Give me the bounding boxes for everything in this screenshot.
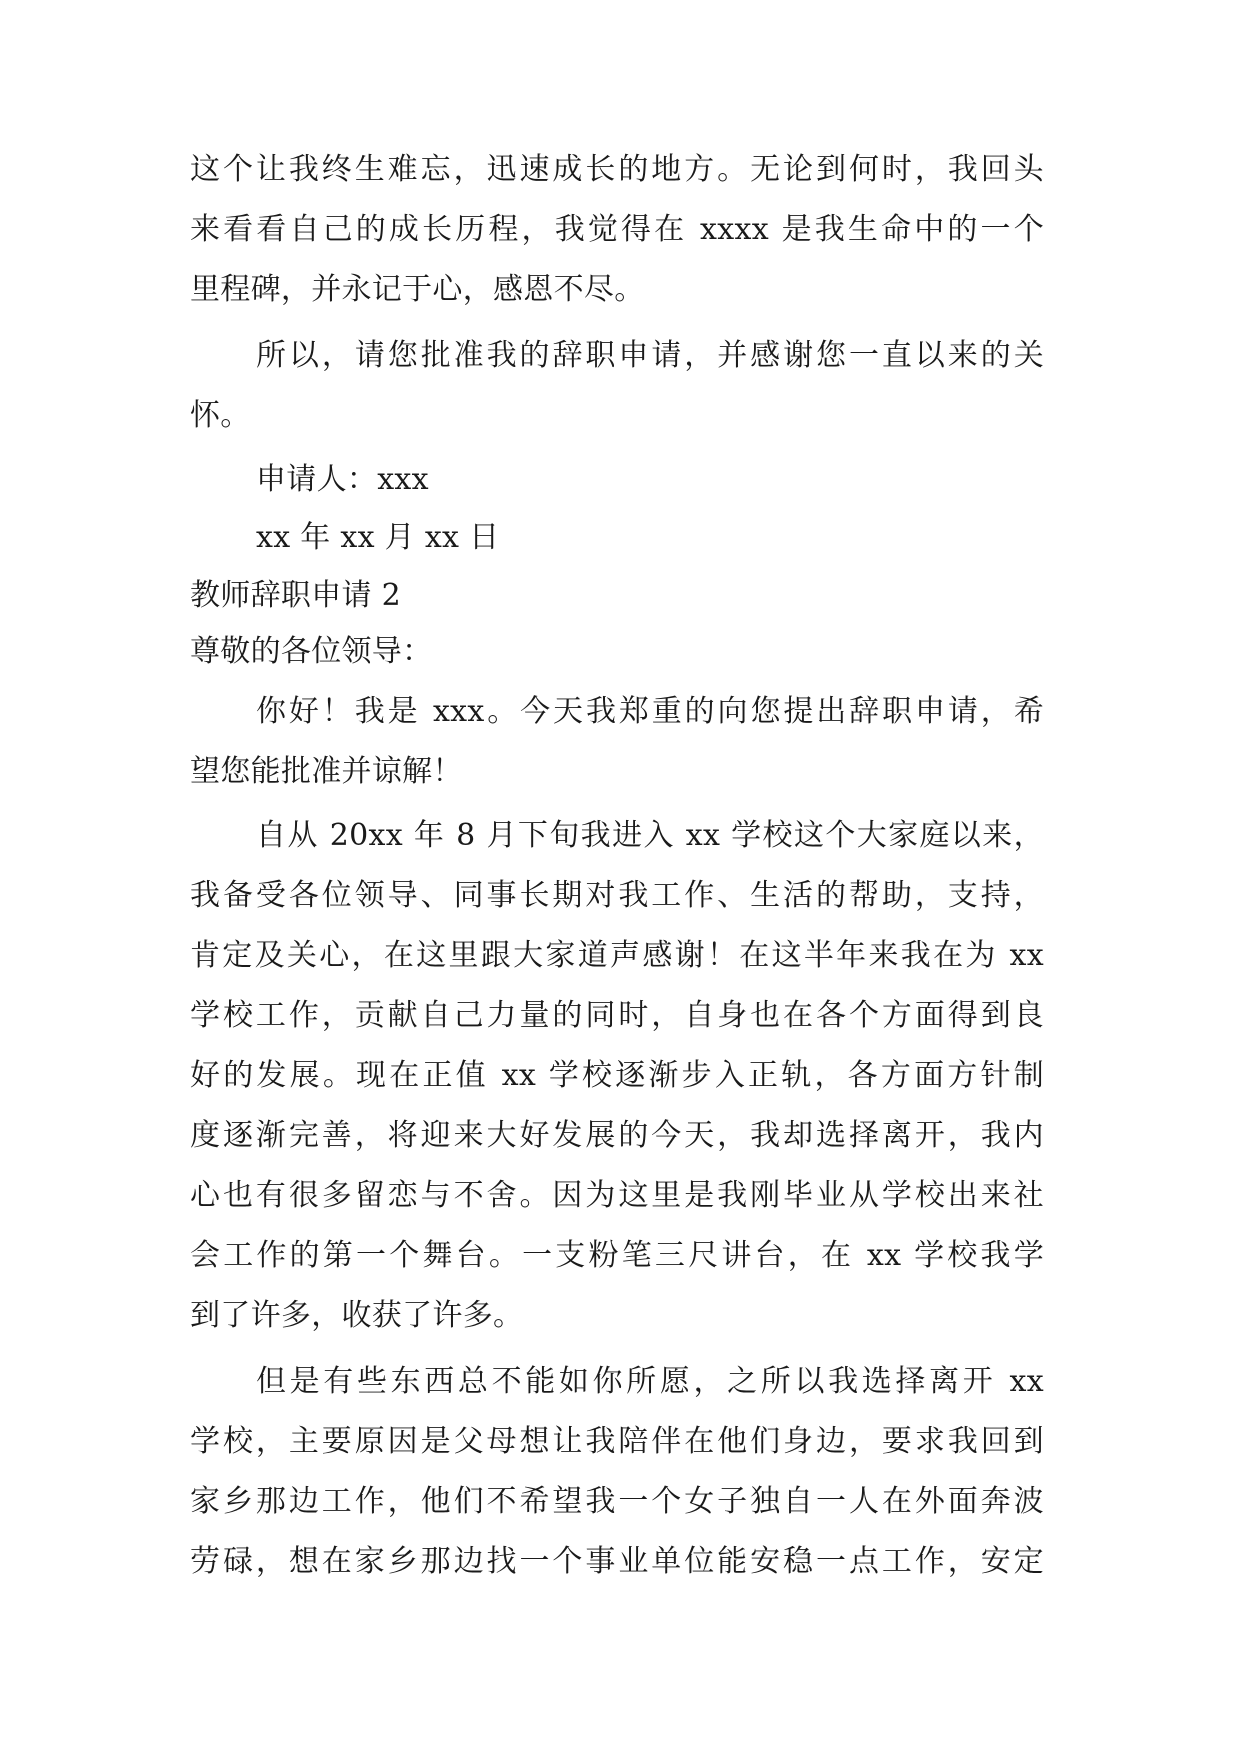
paragraph-line: 学校工作，贡献自己力量的同时，自身也在各个方面得到良 <box>190 998 1044 1033</box>
section-title: 教师辞职申请 2 <box>190 578 402 613</box>
signature-date: xx 年 xx 月 xx 日 <box>256 520 500 555</box>
paragraph-line: 你好！我是 xxx。今天我郑重的向您提出辞职申请，希 <box>256 694 1044 729</box>
paragraph-line: 家乡那边工作，他们不希望我一个女子独自一人在外面奔波 <box>190 1484 1044 1519</box>
paragraph-line: 度逐渐完善，将迎来大好发展的今天，我却选择离开，我内 <box>190 1118 1044 1153</box>
paragraph-line: 但是有些东西总不能如你所愿，之所以我选择离开 xx <box>256 1364 1044 1399</box>
paragraph-line: 到了许多，收获了许多。 <box>190 1298 524 1333</box>
paragraph-line: 自从 20xx 年 8 月下旬我进入 xx 学校这个大家庭以来， <box>256 818 1044 853</box>
signature-applicant: 申请人：xxx <box>256 462 429 497</box>
paragraph-line: 劳碌，想在家乡那边找一个事业单位能安稳一点工作，安定 <box>190 1544 1044 1579</box>
paragraph-line: 会工作的第一个舞台。一支粉笔三尺讲台，在 xx 学校我学 <box>190 1238 1044 1273</box>
paragraph-line: 好的发展。现在正值 xx 学校逐渐步入正轨，各方面方针制 <box>190 1058 1044 1093</box>
paragraph-line: 我备受各位领导、同事长期对我工作、生活的帮助，支持， <box>190 878 1044 913</box>
paragraph-line: 所以，请您批准我的辞职申请，并感谢您一直以来的关 <box>256 338 1044 373</box>
paragraph-line: 望您能批准并谅解！ <box>190 754 463 789</box>
paragraph-line: 学校，主要原因是父母想让我陪伴在他们身边，要求我回到 <box>190 1424 1044 1459</box>
paragraph-line: 心也有很多留恋与不舍。因为这里是我刚毕业从学校出来社 <box>190 1178 1044 1213</box>
paragraph-line: 这个让我终生难忘，迅速成长的地方。无论到何时，我回头 <box>190 152 1044 187</box>
paragraph-line: 来看看自己的成长历程，我觉得在 xxxx 是我生命中的一个 <box>190 212 1044 247</box>
paragraph-line: 里程碑，并永记于心，感恩不尽。 <box>190 272 645 307</box>
salutation: 尊敬的各位领导： <box>190 634 433 669</box>
paragraph-line: 肯定及关心，在这里跟大家道声感谢！在这半年来我在为 xx <box>190 938 1044 973</box>
paragraph-line: 怀。 <box>190 398 251 433</box>
